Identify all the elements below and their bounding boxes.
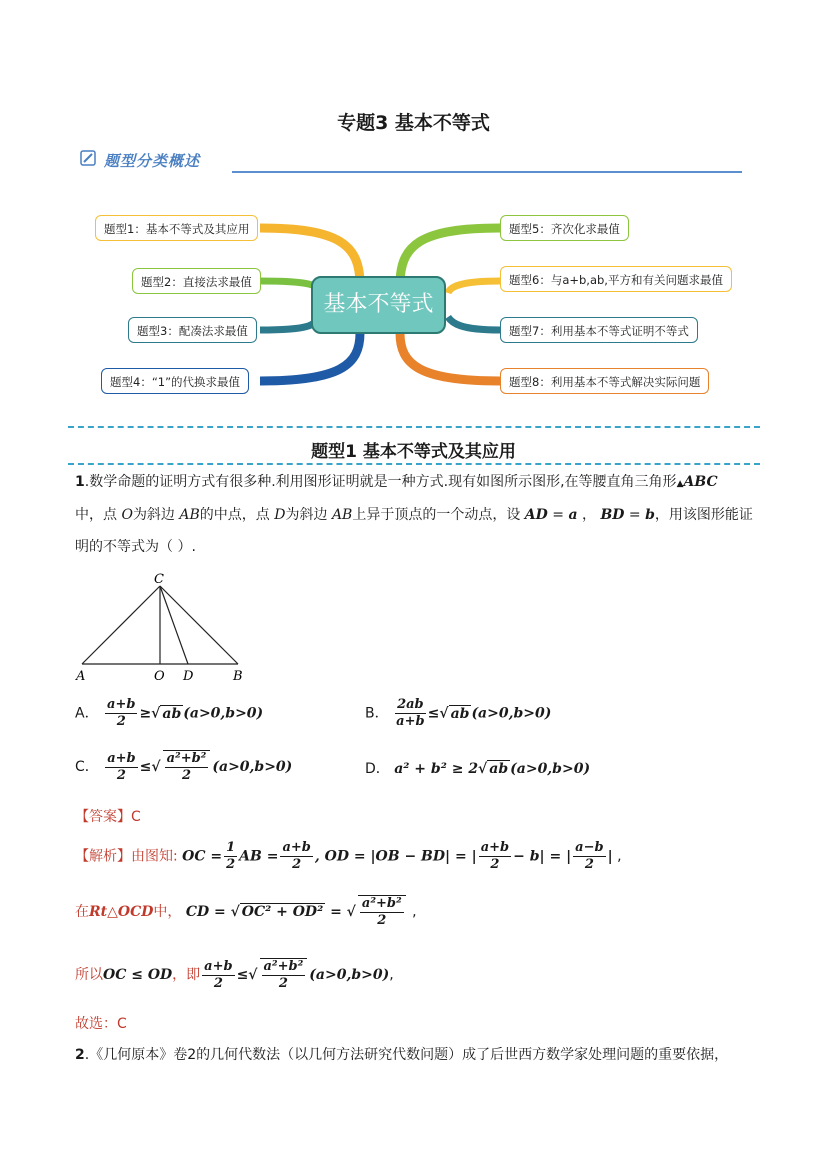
answer-value: C	[131, 809, 141, 825]
option-b-label: B．	[365, 705, 389, 722]
analysis-text3: 所以	[75, 967, 103, 983]
label-D: D	[183, 669, 194, 684]
section-banner: 题型分类概述	[104, 152, 201, 170]
option-b[interactable]: B． $\frac{2ab}{a+b}$ ≤√ ab (a>0,b>0)	[365, 697, 552, 729]
mindmap-item-8: 题型8：利用基本不等式解决实际问题	[500, 368, 709, 394]
pencil-icon	[80, 150, 98, 168]
answer-label: 【答案】	[75, 809, 131, 825]
option-d[interactable]: D． a² + b² ≥ 2√ ab (a>0,b>0)	[365, 761, 591, 777]
q2-line1	[75, 1045, 775, 1065]
option-c[interactable]: C． $\frac{a+b}{2}$ ≤√ $\frac{\text{a²+b²}}{2}$ (a>0,b>0)	[75, 750, 293, 783]
mindmap-item-6: 题型6：与a+b,ab,平方和有关问题求最值	[500, 266, 732, 292]
analysis-text3b: ，即	[172, 967, 201, 983]
mindmap-center: 基本不等式	[311, 276, 446, 334]
option-a-label: A．	[75, 705, 99, 722]
dashed-divider-bottom	[68, 463, 760, 465]
q1-number: 1	[75, 474, 85, 490]
analysis-conclusion: 故选：C	[75, 1016, 127, 1032]
q1-text-1: .数学命题的证明方式有很多种.利用图形证明就是一种方式.现有如图所示图形,在等腰直角三角形	[84, 474, 677, 490]
q1-text-2a: 中，点	[75, 507, 117, 523]
label-B: B	[233, 669, 243, 684]
q1-text-2b: 为斜边	[132, 507, 175, 523]
mindmap-item-1: 题型1：基本不等式及其应用	[95, 215, 258, 241]
mindmap-item-3: 题型3：配凑法求最值	[128, 317, 257, 343]
label-O: O	[154, 669, 165, 684]
q1-text-2e: 上异于顶点的一个动点，设	[352, 507, 521, 523]
q1-text-2c: 的中点，点	[199, 507, 270, 523]
q1-line2: 中，点 O为斜边 AB的中点，点 D为斜边 AB上异于顶点的一个动点，设 AD = a ， BD = b，用该图形能证	[75, 507, 753, 523]
analysis-label: 【解析】	[75, 848, 131, 865]
q1-text-2f: ，用该图形能证	[654, 507, 753, 523]
mindmap-item-7: 题型7：利用基本不等式证明不等式	[500, 317, 698, 343]
mindmap-item-4: 题型4：“1”的代换求最值	[101, 368, 249, 394]
analysis-line1: 【解析】由图知: OC = $\frac{1}{2}$ AB = $\frac{a+b}{2}$ , OD = |OB − BD| = | $\frac{a+b}{2}$ − b| = | $\frac{a-b}{2}$ | ,	[75, 840, 622, 872]
banner-divider	[232, 171, 742, 173]
label-C: C	[154, 572, 164, 587]
dashed-divider-top	[68, 426, 760, 428]
analysis-line3: 所以OC ≤ OD，即 $\frac{a+b}{2}$ ≤√ $\frac{\text{a²+b²}}{2}$ (a>0,b>0),	[75, 958, 394, 991]
q2-text: .《几何原本》卷2的几何代数法（以几何方法研究代数问题）成了后世西方数学家处理问题的重要依据，	[84, 1047, 729, 1063]
triangle-figure	[70, 568, 260, 686]
analysis-text2: 在	[75, 904, 89, 920]
option-d-label: D．	[365, 761, 390, 777]
answer	[75, 807, 141, 827]
analysis-text1: 由图知:	[131, 848, 178, 865]
option-c-label: C．	[75, 759, 99, 775]
q1-line1: 1.数学命题的证明方式有很多种.利用图形证明就是一种方式.现有如图所示图形,在等腰直角三角形▲ABC	[75, 474, 718, 490]
label-A: A	[76, 669, 86, 684]
q1-triangle-name: ABC	[683, 474, 718, 490]
q1-text-2d: 为斜边	[285, 507, 328, 523]
q2-number: 2	[75, 1047, 85, 1063]
analysis-text2b: 中，	[153, 904, 182, 920]
analysis-line2: 在Rt△OCD中， CD = √ OC² + OD² = √ $\frac{\text{a²+b²}}{2}$ ,	[75, 896, 417, 928]
q1-line3: 明的不等式为（ ）.	[75, 539, 196, 555]
option-a[interactable]: A． $\frac{a+b}{2}$ ≥√ ab (a>0,b>0)	[75, 697, 264, 729]
mindmap-item-5: 题型5：齐次化求最值	[500, 215, 629, 241]
page-title: 专题3 基本不等式	[337, 112, 490, 134]
mindmap-item-2: 题型2：直接法求最值	[132, 268, 261, 294]
section-title: 题型1 基本不等式及其应用	[311, 442, 516, 462]
